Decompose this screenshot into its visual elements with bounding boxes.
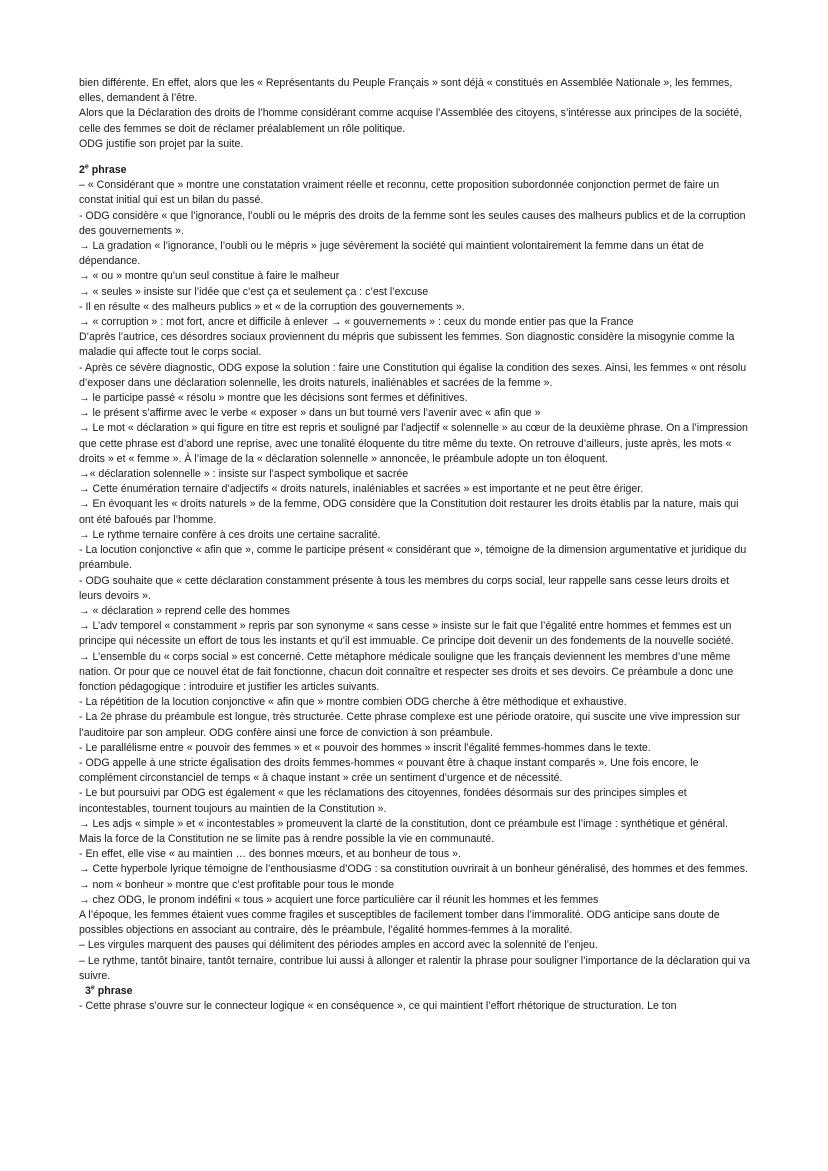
section-2-line: - Après ce sévère diagnostic, ODG expose la solution : faire une Constitution qui égalise la condition des sexes. Ainsi, les femmes « ont résolu d’exposer dans une déclaration solennelle, les droits naturels, inaliénables et sacrées de la femme ».	[79, 361, 747, 389]
section-2-heading	[79, 163, 750, 178]
section-2-line: - ODG souhaite que « cette déclaration constamment présente à tous les membres du corps social, leur rappelle sans cesse leurs droits et leurs devoirs ».	[79, 574, 730, 602]
section-2-line: → L’ensemble du « corps social » est concerné. Cette métaphore médicale souligne que les français deviennent les membres d’une même nation. Or pour que ce nouvel état de fait fonctionne, chacun doit connaître et respecter ses droits et ses devoirs. Ce préambule a donc une fonction pédagogique : introduire et justifier les articles suivants.	[79, 650, 734, 693]
section-2-line: - La répétition de la locution conjonctive « afin que » montre combien ODG cherche à être méthodique et exhaustive.	[79, 696, 627, 709]
section-2-line: → Les adjs « simple » et « incontestables » promeuvent la clarté de la constitution, dont ce préambule est l’image : synthétique et général.	[79, 817, 728, 830]
intro-paragraph-2: Alors que la Déclaration des droits de l’homme considérant comme acquise l’Assemblée des citoyens, s’intéresse aux principes de la société, celle des femmes se doit de réclamer préalablement un rôle politique.	[79, 107, 743, 135]
section-2-line: - Le parallélisme entre « pouvoir des femmes » et « pouvoir des hommes » inscrit l’égalité femmes-hommes dans le texte.	[79, 741, 651, 754]
section-2-heading-sup: e	[84, 163, 89, 171]
section-3-heading-sup: e	[90, 984, 95, 992]
section-2-line: - ODG considère « que l’ignorance, l’oubli ou le mépris des droits de la femme sont les seules causes des malheurs publics et de la corruption des gouvernements ».	[79, 209, 746, 237]
section-3-line: - Cette phrase s’ouvre sur le connecteur logique « en conséquence », ce qui maintient l’effort rhétorique de structuration. Le ton	[79, 1000, 677, 1013]
section-2-line: → « déclaration » reprend celle des hommes	[79, 604, 290, 617]
section-3-heading-number: 3	[85, 984, 91, 997]
section-2-line: - Le but poursuivi par ODG est également « que les réclamations des citoyennes, fondées désormais sur des principes simples et incontestables, tournent toujours au maintien de la Constitution ».	[79, 787, 687, 815]
section-2-line: Mais la force de la Constitution ne se limite pas à rendre possible la vie en communauté.	[79, 832, 495, 845]
section-2-line: →« déclaration solennelle » : insiste sur l’aspect symbolique et sacrée	[79, 468, 409, 481]
section-2-line: - En effet, elle vise « au maintien … des bonnes mœurs, et au bonheur de tous ».	[79, 848, 461, 861]
section-2-line: → le présent s’affirme avec le verbe « exposer » dans un but tourné vers l’avenir avec « afin que »	[79, 407, 541, 420]
section-2-line: A l’époque, les femmes étaient vues comme fragiles et susceptibles de facilement tomber dans l’immoralité. ODG anticipe sans doute de possibles objections en associant au contraire, dès le préambule, l’égalité hommes-femmes à la moralité.	[79, 908, 720, 937]
section-2-line: → « seules » insiste sur l’idée que c’est ça et seulement ça : c’est l’excuse	[79, 285, 429, 298]
section-3-heading-text: phrase	[94, 984, 133, 997]
section-2-line: D’après l’autrice, ces désordres sociaux proviennent du mépris que subissent les femmes. Son diagnostic considère la misogynie comme la maladie qui affecte tout le corps social.	[79, 331, 735, 359]
intro-paragraph-3: ODG justifie son projet par la suite.	[79, 137, 244, 150]
section-2-line: → « corruption » : mot fort, ancre et difficile à enlever → « gouvernements » : ceux du monde entier pas que la France	[79, 316, 634, 329]
section-2-line: → Cette énumération ternaire d’adjectifs « droits naturels, inaléniables et sacrées » est importante et ne peut être ériger.	[79, 483, 644, 496]
section-3-body	[79, 999, 750, 1014]
section-2-line: → « ou » montre qu’un seul constitue à faire le malheur	[79, 270, 340, 283]
section-2-line: → chez ODG, le pronom indéfini « tous » acquiert une force particulière car il réunit les hommes et les femmes	[79, 893, 599, 906]
section-2-line: - ODG appelle à une stricte égalisation des droits femmes-hommes « pouvant être à chaque instant comparés ». Une fois encore, le complément circonstanciel de temps « à chaque instant » crée un sentiment d’urgence et de nécessité.	[79, 756, 699, 785]
section-2-line: → La gradation « l’ignorance, l’oubli ou le mépris » juge sévèrement la société qui maintient volontairement la femme dans un état de dépendance.	[79, 240, 704, 268]
section-2-line: → Le mot « déclaration » qui figure en titre est repris et souligné par l’adjectif « solennelle » au cœur de la deuxième phrase. On a l’impression que cette phrase est d’abord une reprise, avec une tonalité éloquente du titre même du texte. On retrouve d’ailleurs, juste après, les mots « droits » et « femme ». À l’image de la « déclaration solennelle » annoncée, le préambule adopte un ton éloquent.	[79, 422, 748, 465]
section-2-line: – Les virgules marquent des pauses qui délimitent des périodes amples en accord avec la solennité de l’enjeu.	[79, 939, 598, 952]
section-2-line: → Cette hyperbole lyrique témoigne de l’enthousiasme d’ODG : sa constitution ouvrirait à un bonheur généralisé, des hommes et des femmes.	[79, 863, 748, 876]
section-2-heading-text: phrase	[88, 164, 127, 177]
section-2-line: → Le rythme ternaire confère à ces droits une certaine sacralité.	[79, 528, 381, 541]
section-2-line: – Le rythme, tantôt binaire, tantôt ternaire, contribue lui aussi à allonger et ralentir la phrase pour souligner l’importance de la déclaration qui va suivre.	[79, 954, 750, 982]
section-2-line: → le participe passé « résolu » montre que les décisions sont fermes et définitives.	[79, 392, 468, 405]
intro-paragraph-1: bien différente. En effet, alors que les « Représentants du Peuple Français » sont déjà « constitués en Assemblée Nationale », les femmes, elles, demandent à l’être.	[79, 77, 733, 105]
section-2-heading-number: 2	[79, 164, 85, 177]
section-2-line: - Il en résulte « des malheurs publics » et « de la corruption des gouvernements ».	[79, 300, 465, 313]
section-3-heading	[79, 984, 750, 999]
section-2-line: - La 2e phrase du préambule est longue, très structurée. Cette phrase complexe est une période oratoire, qui suscite une vive impression sur l’auditoire par son ampleur. ODG confère ainsi une force de conviction à son préambule.	[79, 711, 741, 739]
section-2-line: → L’adv temporel « constamment » repris par son synonyme « sans cesse » insiste sur le fait que l’égalité entre hommes et femmes est un principe qui nécessite un effort de tous les instants et qu’il est immuable. Ce principe doit devenir un des fondements de la nouvelle société.	[79, 620, 734, 648]
spacer	[79, 152, 750, 163]
section-2-line: → En évoquant les « droits naturels » de la femme, ODG considère que la Constitution doit restaurer les droits établis par la nature, mais qui ont été bafoués par l’homme.	[79, 498, 739, 526]
section-2-body	[79, 178, 750, 984]
section-2-line: - La locution conjonctive « afin que », comme le participe présent « considérant que », témoigne de la dimension argumentative et juridique du préambule.	[79, 544, 747, 572]
section-2-line: – « Considérant que » montre une constatation vraiment réelle et reconnu, cette proposition subordonnée conjonction permet de faire un constat initial qui est un bilan du passé.	[79, 179, 720, 207]
section-2-line: → nom « bonheur » montre que c’est profitable pour tous le monde	[79, 878, 395, 891]
intro-block	[79, 76, 750, 152]
